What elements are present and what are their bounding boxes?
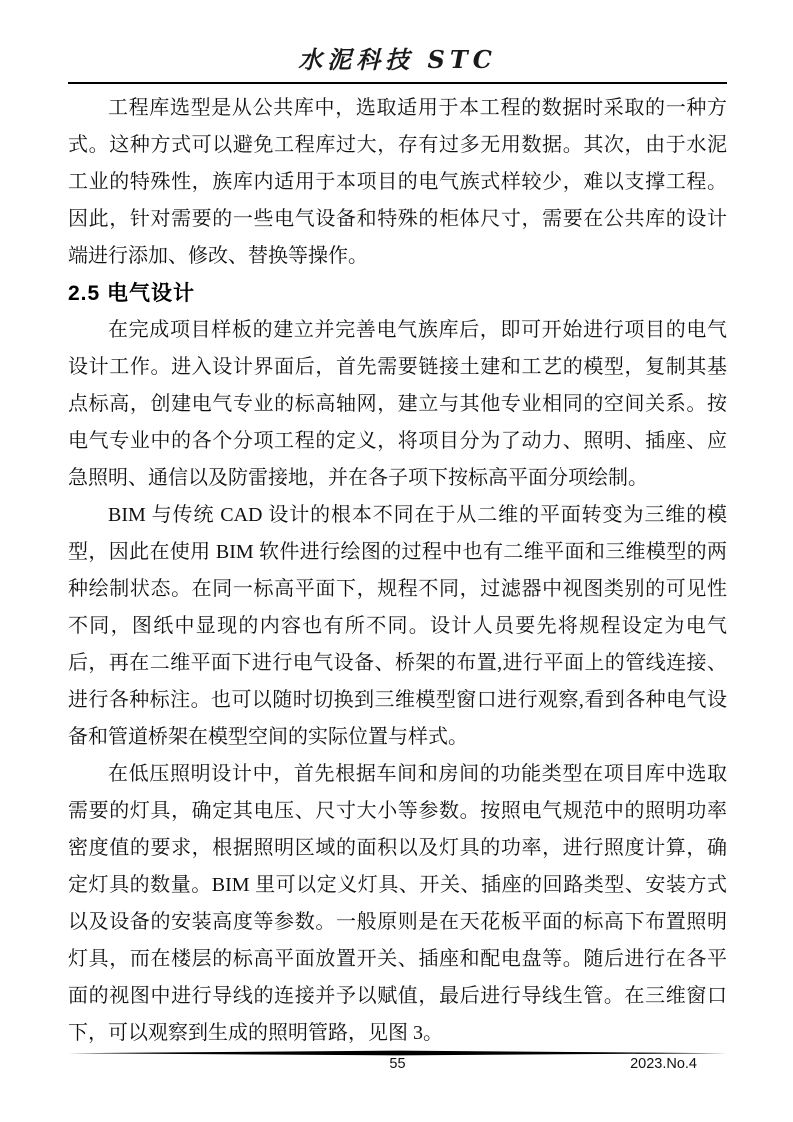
paragraph-bim-vs-cad: BIM 与传统 CAD 设计的根本不同在于从二维的平面转变为三维的模型，因此在使用 BIM 软件进行绘图的过程中也有二维平面和三维模型的两种绘制状态。在同一标高平面下，规程不同，过滤器中视图类别的可见性不同，图纸中显现的内容也有所不同。设计人员要先将规程设定为电气后，再在二维平面下进行电气设备、桥架的布置,进行平面上的管线连接、进行各种标注。也可以随时切换到三维模型窗口进行观察,看到各种电气设备和管道桥架在模型空间的实际位置与样式。 <box>68 504 727 748</box>
header-rule <box>68 82 727 84</box>
page-number: 55 <box>389 1056 406 1072</box>
document-body <box>68 90 727 1052</box>
issue-number: 2023.No.4 <box>630 1056 697 1072</box>
paragraph-lighting-design: 在低压照明设计中，首先根据车间和房间的功能类型在项目库中选取需要的灯具，确定其电压、尺寸大小等参数。按照电气规范中的照明功率密度值的要求，根据照明区域的面积以及灯具的功率，进行照度计算，确定灯具的数量。BIM 里可以定义灯具、开关、插座的回路类型、安装方式以及设备的安装高度等参数。一般原则是在天花板平面的标高下布置照明灯具，而在楼层的标高平面放置开关、插座和配电盘等。随后进行在各平面的视图中进行导线的连接并予以赋值，最后进行导线生管。在三维窗口下，可以观察到生成的照明管路，见图 3。 <box>68 763 727 1044</box>
paragraph-project-library: 工程库选型是从公共库中，选取适用于本工程的数据时采取的一种方式。这种方式可以避免工程库过大，存有过多无用数据。其次，由于水泥工业的特殊性，族库内适用于本项目的电气族式样较少，难以支撑工程。因此，针对需要的一些电气设备和特殊的柜体尺寸，需要在公共库的设计端进行添加、修改、替换等操作。 <box>68 97 727 267</box>
journal-title: 水泥科技 STC <box>298 45 497 74</box>
paragraph-design-start: 在完成项目样板的建立并完善电气族库后，即可开始进行项目的电气设计工作。进入设计界面后，首先需要链接土建和工艺的模型，复制其基点标高，创建电气专业的标高轴网，建立与其他专业相同的空间关系。按电气专业中的各个分项工程的定义，将项目分为了动力、照明、插座、应急照明、通信以及防雷接地，并在各子项下按标高平面分项绘制。 <box>68 319 727 489</box>
page-footer <box>68 1056 727 1078</box>
section-heading-electrical-design: 2.5 电气设计 <box>68 282 196 305</box>
page-header <box>68 40 727 75</box>
